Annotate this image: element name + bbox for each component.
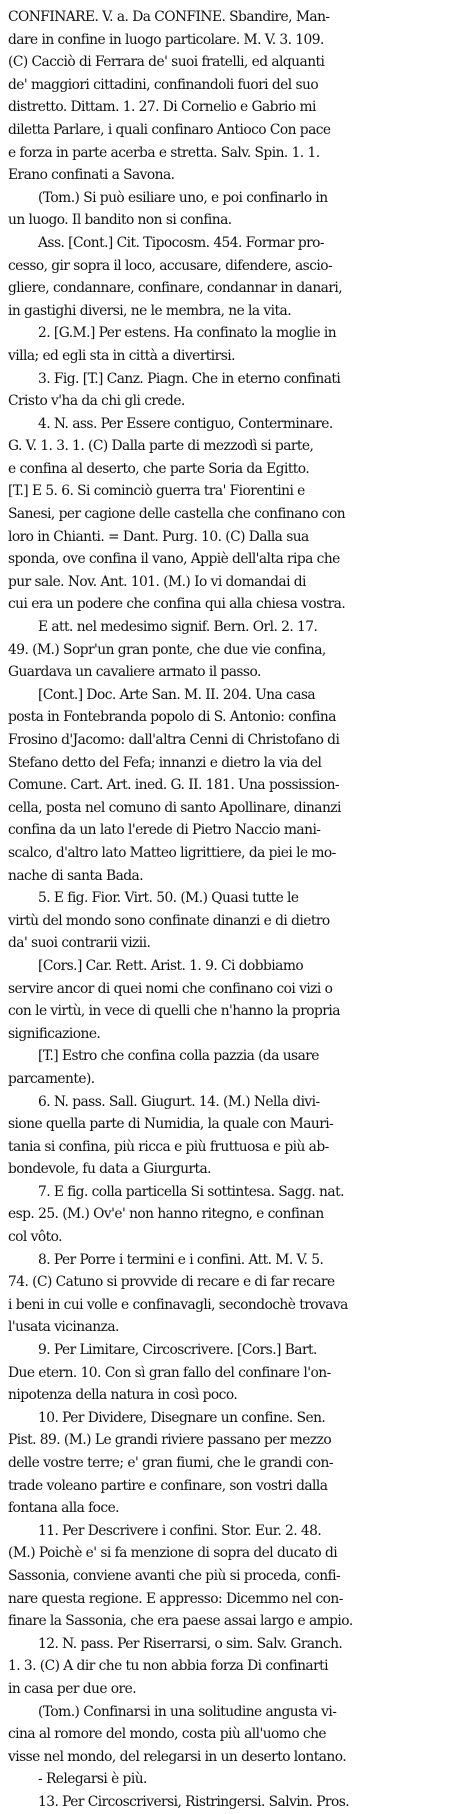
entry-text-line: esp. 25. (M.) Ov'e' non hanno ritegno, e confinan	[8, 1206, 324, 1223]
entry-text-line: Frosino d'Jacomo: dall'altra Cenni di Christofano di	[8, 732, 340, 748]
entry-text-line: 13. Per Circoscriversi, Ristringersi. Salvin. Pros.	[38, 1793, 350, 1810]
entry-text-line: nache di santa Bada.	[8, 867, 144, 884]
entry-text-line: 9. Per Limitare, Circoscrivere. [Cors.] Bart.	[38, 1342, 317, 1359]
entry-text-line: 12. N. pass. Per Riserrarsi, o sim. Salv. Granch.	[38, 1635, 343, 1652]
entry-text-line: con le virtù, in vece di quelli che n'hanno la propria	[8, 1003, 340, 1020]
entry-text-line: 49. (M.) Sopr'un gran ponte, che due vie confina,	[8, 641, 326, 658]
entry-text-line: dare in confine in luogo particolare. M. V. 3. 109.	[8, 31, 324, 48]
entry-text-line: [Cont.] Doc. Arte San. M. II. 204. Una casa	[38, 686, 316, 703]
entry-text-line: bondevole, fu data a Giurgurta.	[8, 1161, 212, 1178]
entry-text-line: finare la Sassonia, che era paese assai largo e ampio.	[8, 1613, 353, 1630]
entry-text-line: cui era un podere che confina qui alla chiesa vostra.	[8, 596, 346, 613]
entry-text-line: cella, posta nel comuno di santo Apollinare, dinanzi	[8, 799, 341, 816]
entry-text-line: diletta Parlare, i quali confinaro Antioco Con pace	[8, 121, 331, 138]
entry-text-line: sione quella parte di Numidia, la quale con Mauri-	[8, 1116, 334, 1133]
entry-text-line: visse nel mondo, del relegarsi in un deserto lontano.	[8, 1748, 347, 1765]
entry-text-line: pur sale. Nov. Ant. 101. (M.) Io vi domandai di	[8, 573, 306, 590]
entry-text-line: villa; ed egli sta in città a divertirsi.	[8, 347, 235, 364]
entry-text-line: Sassonia, conviene avanti che più si proceda, confi-	[8, 1567, 341, 1584]
entry-text-line: Stefano detto del Fefa; innanzi e dietro la via del	[8, 754, 322, 771]
entry-text-line: i beni in cui volle e confinavagli, secondochè trovava	[8, 1296, 348, 1313]
entry-text-line: gliere, condannare, confinare, condannar in danari,	[8, 280, 343, 297]
entry-text-line: 4. N. ass. Per Essere contiguo, Conterminare.	[38, 415, 333, 432]
entry-text-line: in gastighi diversi, ne le membra, ne la vita.	[8, 302, 292, 319]
entry-text-line: 2. [G.M.] Per estens. Ha confinato la moglie in	[38, 325, 337, 342]
entry-text-line: cina al romore del mondo, costa più all'uomo che	[8, 1726, 327, 1743]
entry-text-line: 3. Fig. [T.] Canz. Piagn. Che in eterno confinati	[38, 370, 341, 387]
entry-text-line: fontana alla foce.	[8, 1500, 120, 1517]
entry-text-line: de' maggiori cittadini, confinandoli fuori del suo	[8, 76, 319, 93]
entry-text-line: 8. Per Porre i termini e i confini. Att. M. V. 5.	[38, 1251, 324, 1268]
entry-text-line: in casa per due ore.	[8, 1680, 137, 1697]
entry-text-line: delle vostre terre; e' gran fiumi, che le grandi con-	[8, 1455, 334, 1471]
entry-text-line: 1. 3. (C) A dir che tu non abbia forza Di confinarti	[8, 1658, 328, 1675]
entry-text-line: parcamente).	[8, 1070, 95, 1087]
entry-text-line: scalco, d'altro lato Matteo ligrittiere, da piei le mo-	[8, 844, 336, 861]
entry-text-line: e confina al deserto, che parte Soria da Egitto.	[8, 460, 310, 477]
entry-text-line: un luogo. Il bandito non si confina.	[8, 212, 232, 229]
entry-text-line: e forza in parte acerba e stretta. Salv. Spin. 1. 1.	[8, 144, 320, 161]
entry-text-line: cesso, gir sopra il loco, accusare, difendere, ascio-	[8, 257, 333, 274]
entry-text-line: nare questa regione. E appresso: Dicemmo nel con-	[8, 1590, 343, 1607]
entry-text-line: Erano confinati a Savona.	[8, 167, 175, 184]
entry-text-line: (Tom.) Confinarsi in una solitudine angusta vi-	[38, 1703, 337, 1720]
entry-text-line: (C) Cacciò di Ferrara de' suoi fratelli, ed alquanti	[8, 54, 325, 71]
dictionary-entry-confinare	[8, 6, 468, 1814]
entry-text-line: Cristo v'ha da chi gli crede.	[8, 393, 185, 410]
entry-text-line: virtù del mondo sono confinate dinanzi e di dietro	[8, 912, 330, 929]
entry-text-line: confina da un lato l'erede di Pietro Naccio mani-	[8, 822, 321, 839]
entry-text-line: significazione.	[8, 1025, 101, 1042]
entry-text-line: l'usata vicinanza.	[8, 1319, 119, 1336]
entry-text-line: nipotenza della natura in così poco.	[8, 1387, 238, 1404]
entry-text-line: 74. (C) Catuno si provvide di recare e di far recare	[8, 1274, 335, 1291]
entry-text-line: distretto. Dittam. 1. 27. Di Cornelio e Gabrio mi	[8, 99, 316, 116]
entry-text-line: Ass. [Cont.] Cit. Tipocosm. 454. Formar pro-	[38, 234, 325, 251]
entry-text-line: 7. E fig. colla particella Si sottintesa. Sagg. nat.	[38, 1183, 344, 1200]
entry-text-line: posta in Fontebranda popolo di S. Antonio: confina	[8, 709, 336, 726]
entry-text-line: 10. Per Dividere, Disegnare un confine. Sen.	[38, 1409, 326, 1426]
entry-text-line: [T.] Estro che confina colla pazzia (da usare	[38, 1048, 319, 1065]
entry-text-line: 5. E fig. Fior. Virt. 50. (M.) Quasi tutte le	[38, 890, 299, 907]
entry-text-line: servire ancor di quei nomi che confinano coi vizi o	[8, 980, 333, 997]
entry-text-line: (Tom.) Si può esiliare uno, e poi confinarlo in	[38, 189, 328, 206]
entry-text-line: CONFINARE. V. a. Da CONFINE. Sbandire, Man-	[8, 9, 330, 25]
entry-text-line: loro in Chianti. = Dant. Purg. 10. (C) Dalla sua	[8, 528, 309, 545]
entry-text-line: - Relegarsi è più.	[38, 1771, 147, 1788]
entry-text-line: da' suoi contrarii vizii.	[8, 935, 151, 952]
entry-text-line: Due etern. 10. Con sì gran fallo del confinare l'on-	[8, 1364, 331, 1381]
entry-text-line: col vôto.	[8, 1229, 62, 1246]
entry-text-line: 11. Per Descrivere i confini. Stor. Eur. 2. 48.	[38, 1522, 322, 1539]
entry-text-line: [Cors.] Car. Rett. Arist. 1. 9. Ci dobbiamo	[38, 957, 304, 974]
entry-text-line: Pist. 89. (M.) Le grandi riviere passano per mezzo	[8, 1432, 332, 1449]
entry-text-line: tania si confina, più ricca e più fruttuosa e più ab-	[8, 1138, 329, 1155]
entry-text-line: G. V. 1. 3. 1. (C) Dalla parte di mezzodì si parte,	[8, 438, 314, 455]
entry-text-line: sponda, ove confina il vano, Appiè dell'alta ripa che	[8, 551, 340, 568]
entry-text-line: Comune. Cart. Art. ined. G. II. 181. Una possission-	[8, 777, 340, 794]
entry-text-line: Sanesi, per cagione delle castella che confinano con	[8, 506, 346, 523]
entry-text-line: trade voleano partire e confinare, son vostri dalla	[8, 1477, 328, 1494]
entry-text-line: (M.) Poichè e' si fa menzione di sopra del ducato di	[8, 1545, 338, 1562]
entry-text-line: 6. N. pass. Sall. Giugurt. 14. (M.) Nella divi-	[38, 1093, 320, 1110]
entry-text-line: Guardava un cavaliere armato il passo.	[8, 664, 261, 681]
entry-text-line: [T.] E 5. 6. Si cominciò guerra tra' Fiorentini e	[8, 483, 305, 500]
entry-text-line: E att. nel medesimo signif. Bern. Orl. 2. 17.	[38, 619, 318, 636]
